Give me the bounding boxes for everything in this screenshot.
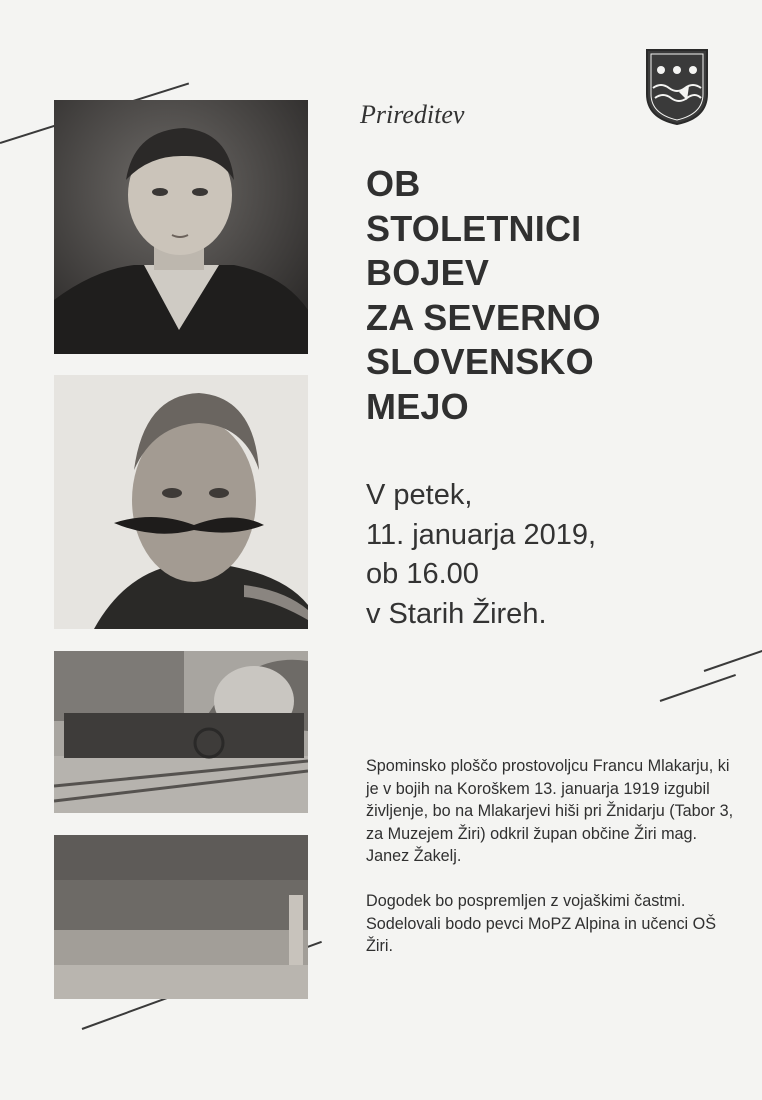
title-line: STOLETNICI <box>366 207 582 249</box>
soldiers-group-photo <box>54 835 308 999</box>
when-line: 11. januarja 2019, <box>366 518 597 551</box>
event-type-label: Prireditev <box>360 100 465 129</box>
when-line: V petek, <box>366 479 473 511</box>
when-line: ob 16.00 <box>366 558 479 590</box>
when-line: v Starih Žireh. <box>366 597 547 630</box>
decorative-line <box>704 649 762 672</box>
title-line: SLOVENSKO <box>366 341 594 382</box>
municipality-crest-icon <box>645 48 709 126</box>
event-description <box>366 755 736 980</box>
portrait-officer-photo <box>54 375 308 629</box>
title-line: OB <box>366 163 421 204</box>
title-line: ZA SEVERNO <box>366 296 601 338</box>
title-line: MEJO <box>366 385 469 427</box>
decorative-line <box>660 674 736 702</box>
portrait-young-man-photo <box>54 100 308 354</box>
title-line: BOJEV <box>366 252 490 293</box>
description-paragraph: Spominsko ploščo prostovoljcu Francu Mlakarju, ki je v bojih na Koroškem 13. januarja 1919 izgubil življenje, bo na Mlakarjevi hiši pri Žnidarju (Tabor 3, za Muzejem Žiri) odkril župan občine Žiri mag. Janez Žakelj. <box>366 757 734 866</box>
event-date-time <box>366 476 746 634</box>
soldiers-with-cannon-photo <box>54 651 308 813</box>
description-paragraph: Dogodek bo pospremljen z vojaškimi častmi. Sodelovali bodo pevci MoPZ Alpina in učenci OŠ Žiri. <box>366 891 717 956</box>
event-title <box>366 162 686 429</box>
